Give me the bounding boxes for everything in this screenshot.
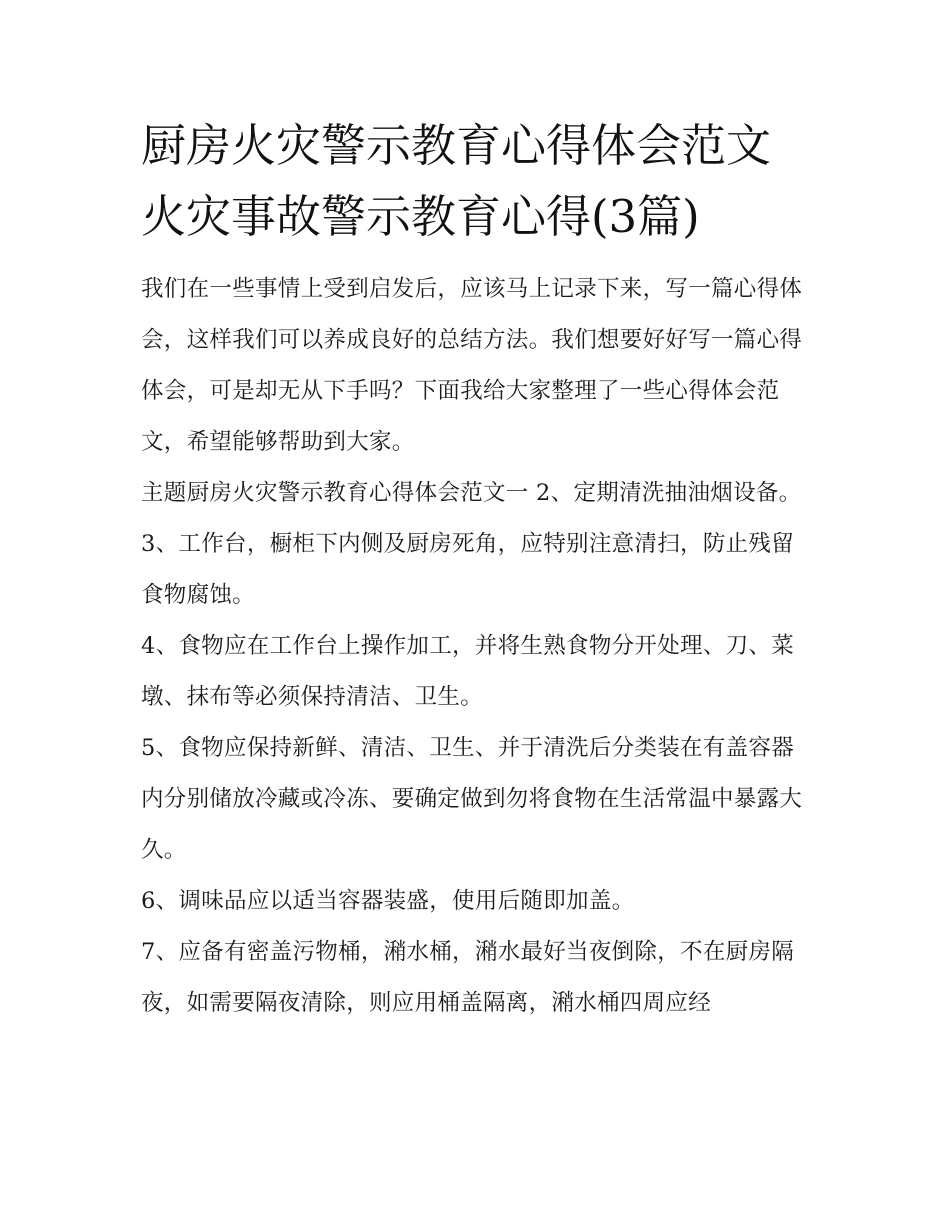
paragraph-item-5: 5、食物应保持新鲜、清洁、卫生、并于清洗后分类装在有盖容器内分别储放冷藏或冷冻、要确定做到勿将食物在生活常温中暴露大久。 bbox=[141, 735, 803, 863]
paragraph-item-7: 7、应备有密盖污物桶，潲水桶，潲水最好当夜倒除，不在厨房隔夜，如需要隔夜清除，则应用桶盖隔离，潲水桶四周应经 bbox=[141, 939, 795, 1016]
paragraph-intro: 我们在一些事情上受到启发后，应该马上记录下来，写一篇心得体会，这样我们可以养成良好的总结方法。我们想要好好写一篇心得体会，可是却无从下手吗？下面我给大家整理了一些心得体会范文，希望能够帮助到大家。 bbox=[141, 276, 803, 455]
paragraph-item-4: 4、食物应在工作台上操作加工，并将生熟食物分开处理、刀、菜墩、抹布等必须保持清洁、卫生。 bbox=[141, 633, 795, 710]
paragraph-item-2-3: 主题厨房火灾警示教育心得体会范文一 2、定期清洗抽油烟设备。 3、工作台，橱柜下内侧及厨房死角，应特别注意清扫，防止残留食物腐蚀。 bbox=[141, 480, 802, 608]
document-title: 厨房火灾警示教育心得体会范文 火灾事故警示教育心得(3篇) bbox=[141, 119, 772, 243]
paragraph-item-6: 6、调味品应以适当容器装盛，使用后随即加盖。 bbox=[141, 888, 635, 914]
document-content bbox=[141, 110, 813, 1029]
